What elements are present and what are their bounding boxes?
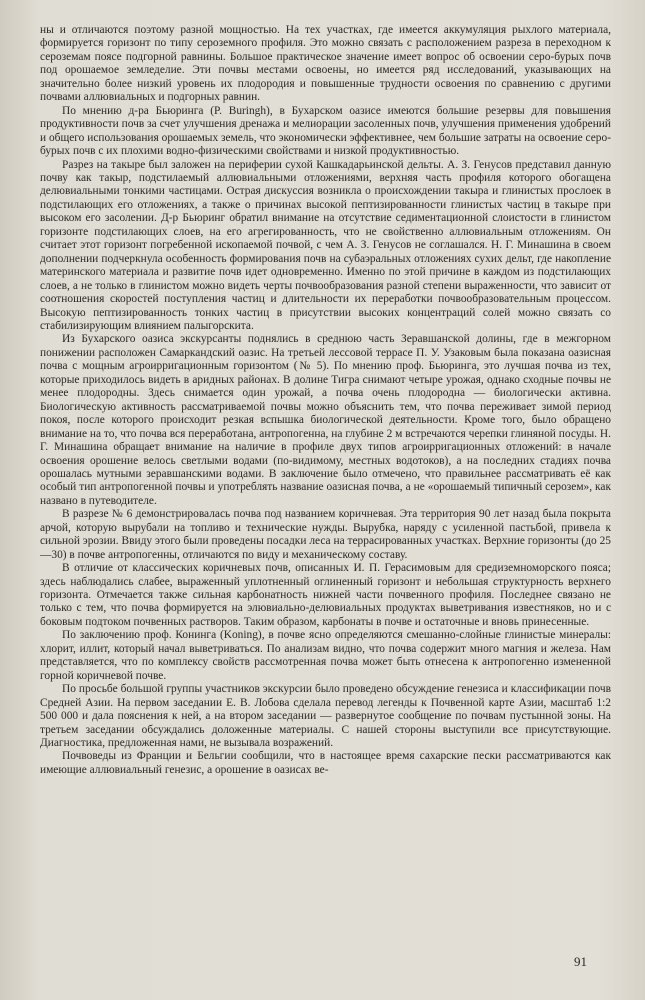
- paragraph-4: Из Бухарского оазиса экскурсанты поднялись в среднюю часть Зеравшанской долины, где в межгорном понижении расположен Самаркандский оазис. На третьей лессовой террасе П. У. Узаковым была показана оазисная почва с мощным агроирригационным горизонтом (№ 5). По мнению проф. Бьюринга, это лучшая почва из тех, которые приходилось видеть в аридных районах. В долине Тигра снимают четыре урожая, однако сходные почвы не менее плодородны. Здесь снимается один урожай, а почва очень плодородна — биологически активна. Биологическую активность рассматриваемой почвы можно объяснить тем, что почва переживает зимой период покоя, после которого происходит резкая вспышка биологической деятельности. Кроме того, было обращено внимание на то, что почва вся переработана, антропогенна, на глубине 2 м встречаются черепки глиняной посуды. Н. Г. Минашина обращает внимание на наличие в профиле двух типов агроирригационных отложений: в начале освоения орошение велось светлыми водами (по-видимому, местных водотоков), а на последних стадиях почва орошалась мутными зеравшанскими водами. В заключение было отмечено, что правильнее рассматривать её как особый тип антропогенной почвы и употреблять название оазисная почва, а не «орошаемый типичный серозем», как названо в путеводителе.: [40, 333, 611, 507]
- paragraph-6: В отличие от классических коричневых почв, описанных И. П. Герасимовым для средиземноморского пояса; здесь наблюдались слабее, выраженный уплотненный оглиненный горизонт и небольшая структурность верхнего горизонта. Отмечается также сильная карбонатность нижней части почвенного профиля. Последнее связано не только с тем, что почва формируется на элювиально-делювиальных продуктах выветривания известняков, но и с боковым подтоком почвенных растворов. Таким образом, карбонаты в почве и остаточные и вновь принесенные.: [40, 562, 611, 628]
- body-text: [40, 24, 611, 777]
- paragraph-3: Разрез на такыре был заложен на периферии сухой Кашкадарьинской дельты. А. З. Генусов представил данную почву как такыр, подстилаемый аллювиальными отложениями, верхняя часть профиля которого обогащена делювиальными тонкими частицами. Острая дискуссия возникла о происхождении такыра и глинистых прослоек в подстилающих его отложениях, а также о причинах высокой пептизированности глинистых частиц в такыре при высоком его засолении. Д-р Бьюринг обратил внимание на отсутствие седиментационной слоистости в глинистом горизонте подстилающих слоев, на его агрегированность, что не свойственно аллювиальным отложениям. Он считает этот горизонт погребенной ископаемой почвой, с чем А. З. Генусов не соглашался. Н. Г. Минашина в своем дополнении подчеркнула особенность формирования почв на субаэральных отложениях сухих дельт, где накопление материнского материала и развитие почв идет одновременно. Именно по этой причине в каждом из подстилающих слоев, а не только в глинистом можно видеть черты почвообразования разной степени выраженности, что зависит от соотношения скоростей поступления частиц и длительности их переработки почвообразовательным процессом. Высокую пептизированность тонких частиц в присутствии высоких концентраций солей можно связать со стабилизирующим влиянием палыгорскита.: [40, 158, 611, 332]
- paragraph-8: По просьбе большой группы участников экскурсии было проведено обсуждение генезиса и классификации почв Средней Азии. На первом заседании Е. В. Лобова сделала перевод легенды к Почвенной карте Азии, масштаб 1:2 500 000 и дала пояснения к ней, а на втором заседании — развернутое сообщение по почвам пустынной зоны. На третьем заседании обсуждались доложенные материалы. С нашей стороны выступили все присутствующие. Диагностика, предложенная нами, не вызывала возражений.: [40, 683, 611, 750]
- paragraph-7: По заключению проф. Конинга (Koning), в почве ясно определяются смешанно-слойные глинистые минералы: хлорит, иллит, который начал выветриваться. По анализам видно, что почва содержит много магния и железа. Нам представляется, что по комплексу свойств рассмотренная почва может быть отнесена к антропогенно измененной горной коричневой почве.: [40, 629, 611, 682]
- paragraph-1: ны и отличаются поэтому разной мощностью. На тех участках, где имеется аккумуляция рыхлого материала, формируется горизонт по типу сероземного профиля. Это можно связать с расположением разреза в переходном к сероземам поясе подгорной равнины. Большое практическое значение имеет вопрос об освоении серо-бурых почв под орошаемое земледелие. Эти почвы местами освоены, но имеется ряд исследований, указывающих на значительно более низкий уровень их плодородия и повышенные трудности освоения по сравнению с другими почвами аллювиальных и подгорных равнин.: [40, 24, 611, 104]
- paragraph-5: В разрезе № 6 демонстрировалась почва под названием коричневая. Эта территория 90 лет назад была покрыта арчой, которую вырубали на топливо и технические нужды. Вырубка, наряду с усиленной пастьбой, привела к сильной эрозии. Ввиду этого были проведены посадки леса на террасированных участках. Верхние горизонты (до 25—30) в почве антропогенны, отличаются по виду и механическому составу.: [40, 508, 611, 561]
- paragraph-9: Почвоведы из Франции и Бельгии сообщили, что в настоящее время сахарские пески рассматриваются как имеющие аллювиальный генезис, а орошение в оазисах ве-: [40, 750, 611, 776]
- page-number: 91: [574, 954, 587, 969]
- paragraph-2: По мнению д-ра Бьюринга (P. Buringh), в Бухарском оазисе имеются большие резервы для повышения продуктивности почв за счет улучшения дренажа и мелиорации засоленных почв, улучшения применения удобрений и общего использования орошаемых земель, что экономически эффективнее, чем большие затраты на освоение серо-бурых почв с их плохими водно-физическими свойствами и низкой продуктивностью.: [40, 104, 611, 158]
